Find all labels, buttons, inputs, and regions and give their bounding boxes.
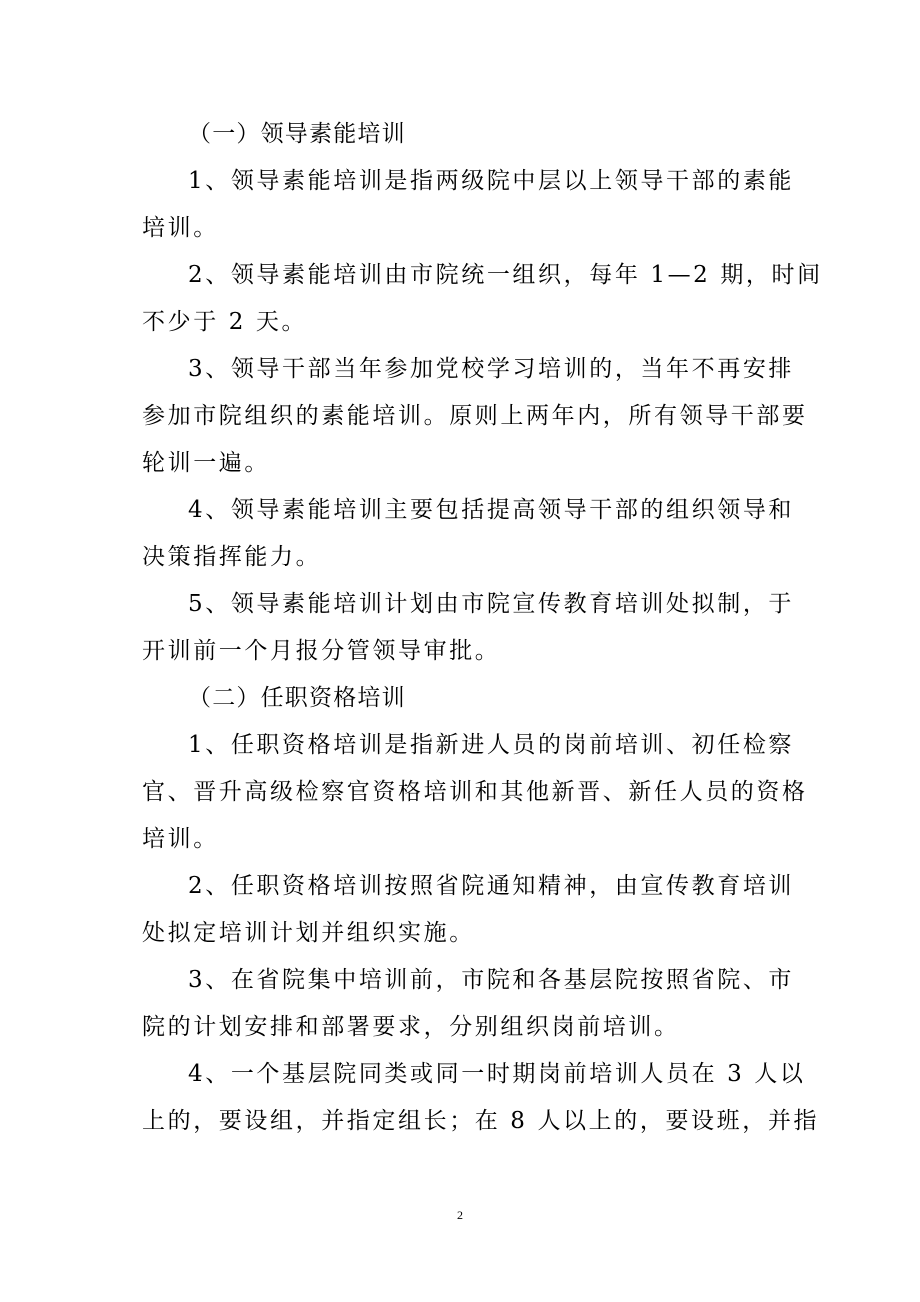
paragraph — [142, 581, 795, 675]
text-line: 官、晋升高级检察官资格培训和其他新晋、新任人员的资格 — [142, 779, 808, 805]
paragraph — [142, 722, 808, 863]
text-line: （二）任职资格培训 — [188, 685, 406, 711]
section-heading — [142, 111, 782, 158]
paragraph — [142, 346, 808, 487]
text-line: 处拟定培训计划并组织实施。 — [142, 920, 475, 946]
paragraph — [142, 957, 795, 1051]
text-line: 院的计划安排和部署要求，分别组织岗前培训。 — [142, 1014, 680, 1040]
text-line: 4、领导素能培训主要包括提高领导干部的组织领导和 — [188, 497, 795, 523]
text-line: 4、一个基层院同类或同一时期岗前培训人员在 3 人以 — [188, 1061, 806, 1087]
paragraph — [142, 252, 823, 346]
page-number: 2 — [457, 1208, 463, 1222]
text-line: 不少于 2 天。 — [142, 309, 308, 335]
text-line: 3、在省院集中培训前，市院和各基层院按照省院、市 — [188, 967, 795, 993]
text-line: 2、任职资格培训按照省院通知精神，由宣传教育培训 — [188, 873, 795, 899]
paragraph — [142, 863, 795, 957]
document-body — [142, 111, 823, 1145]
text-line: 1、任职资格培训是指新进人员的岗前培训、初任检察 — [188, 732, 795, 758]
text-line: 培训。 — [142, 215, 219, 241]
text-line: 参加市院组织的素能培训。原则上两年内，所有领导干部要 — [142, 403, 808, 429]
text-line: 3、领导干部当年参加党校学习培训的，当年不再安排 — [188, 356, 795, 382]
text-line: 上的，要设组，并指定组长；在 8 人以上的，要设班，并指 — [142, 1108, 820, 1134]
text-line: 1、领导素能培训是指两级院中层以上领导干部的素能 — [188, 168, 795, 194]
paragraph — [142, 487, 795, 581]
text-line: （一）领导素能培训 — [188, 121, 406, 147]
section-heading — [142, 675, 782, 722]
paragraph — [142, 1051, 820, 1145]
paragraph — [142, 158, 795, 252]
text-line: 决策指挥能力。 — [142, 544, 322, 570]
text-line: 5、领导素能培训计划由市院宣传教育培训处拟制，于 — [188, 591, 795, 617]
text-line: 培训。 — [142, 826, 219, 852]
text-line: 轮训一遍。 — [142, 450, 270, 476]
text-line: 2、领导素能培训由市院统一组织，每年 1—2 期，时间 — [188, 262, 823, 288]
text-line: 开训前一个月报分管领导审批。 — [142, 638, 501, 664]
